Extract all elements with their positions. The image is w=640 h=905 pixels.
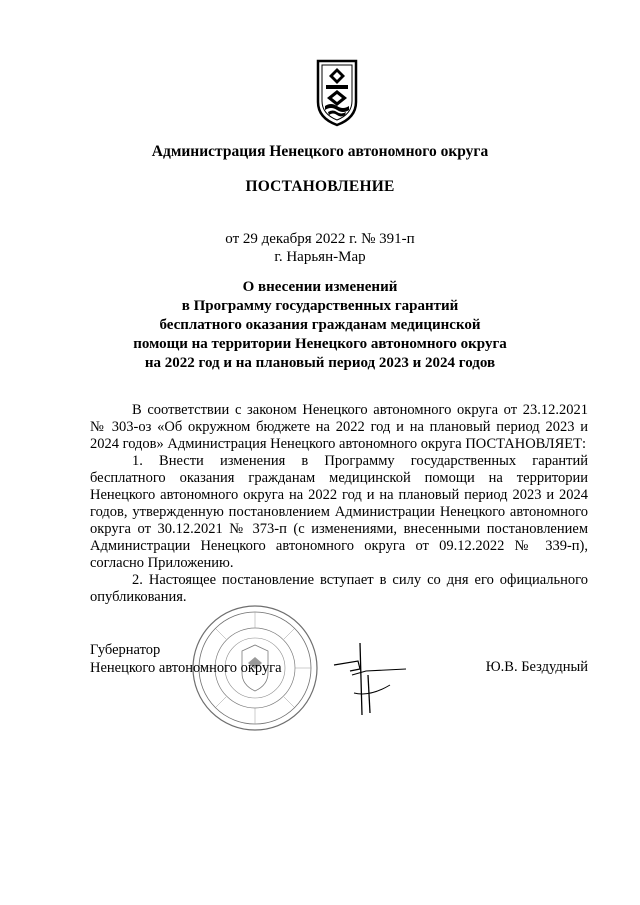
- subject-line: в Программу государственных гарантий: [181, 298, 459, 314]
- subject-line: О внесении изменений: [242, 279, 398, 295]
- document-subject: [0, 278, 640, 373]
- document-body: [90, 402, 588, 606]
- date-block: [0, 230, 640, 266]
- signatory-name: Ю.В. Бездудный: [485, 659, 588, 675]
- position-line: Ненецкого автономного округа: [90, 660, 282, 676]
- place: г. Нарьян-Мар: [274, 249, 366, 265]
- date-number: от 29 декабря 2022 г. № 391-п: [225, 231, 415, 247]
- organization-name: Администрация Ненецкого автономного округа: [151, 143, 489, 160]
- subject-line: бесплатного оказания гражданам медицинской: [159, 317, 481, 333]
- subject-line: помощи на территории Ненецкого автономного округа: [133, 336, 507, 352]
- preamble-paragraph: В соответствии с законом Ненецкого автономного округа от 23.12.2021 № 303-оз «Об окружном бюджете на 2022 год и на плановый период 2023 и 2024 годов» Администрация Ненецкого автономного округа ПОСТАНОВЛЯЕТ:: [90, 402, 588, 452]
- handwritten-signature-icon: [330, 635, 410, 720]
- position-line: Губернатор: [90, 642, 161, 658]
- nenets-coat-of-arms-icon: [315, 58, 359, 128]
- item-2-paragraph: 2. Настоящее постановление вступает в силу со дня его официального опубликования.: [90, 572, 588, 605]
- signatory-position: [90, 641, 282, 677]
- item-1-paragraph: 1. Внести изменения в Программу государственных гарантий бесплатного оказания гражданам медицинской помощи на территории Ненецкого автономного округа на 2022 год и на плановый период 2023 и 2024 годов, утвержденную постановлением Администрации Ненецкого автономного округа от 30.12.2021 № 373-п (с изменениями, внесенными постановлением Администрации Ненецкого автономного округа от 09.12.2022 № 339-п), согласно Приложению.: [90, 453, 588, 571]
- subject-line: на 2022 год и на плановый период 2023 и 2024 годов: [144, 355, 496, 371]
- document-type: ПОСТАНОВЛЕНИЕ: [245, 178, 395, 195]
